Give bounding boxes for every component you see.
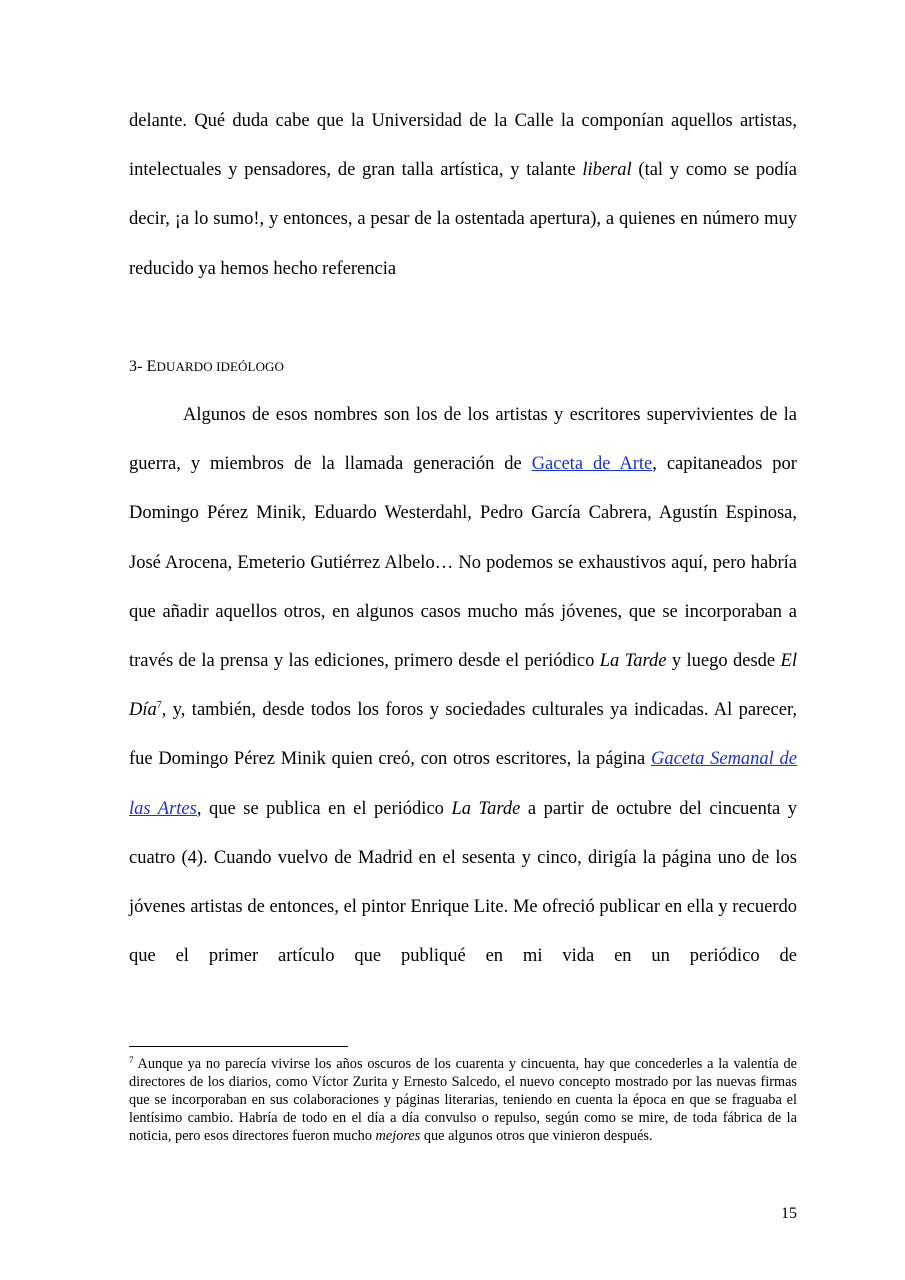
page-number: 15 xyxy=(781,1205,797,1222)
section-heading-number: 3- E xyxy=(129,358,157,375)
section-heading-smallcaps: DUARDO IDEÓLOGO xyxy=(156,359,285,374)
footnote-text-a: Aunque ya no parecía vivirse los años oscuros de los cuarenta y cincuenta, hay que concederles a la valentía de directores de los diarios, como Víctor Zurita y Ernesto Salcedo, el nuevo concepto mostrado por las nuevas firmas que se incorporaban en sus colaboraciones y páginas literarias, teniendo en cuenta la época en que se fraguaba el lentísimo cambio. Habría de todo en el día a día convulso o repulso, según como se mire, de toda fábrica de la noticia, pero esos directores fueron mucho xyxy=(129,1056,797,1144)
paragraph-2-text-1: Algunos de esos nombres son los de los artistas y escritores supervivientes de la guerra, y miembros de la llamada generación de xyxy=(129,405,797,475)
paragraph-2-italic-la-tarde-2: La Tarde xyxy=(451,798,521,819)
paragraph-1-text-b: (tal y como se podía decir, ¡a lo sumo!, y entonces, a pesar de la ostentada apertura), a quienes en número muy reducido ya hemos hecho referencia xyxy=(129,160,797,279)
paragraph-2-text-3: y luego desde xyxy=(666,651,781,672)
paragraph-1-italic-liberal: liberal xyxy=(582,160,632,181)
paragraph-1 xyxy=(129,97,797,294)
footnote-italic-mejores: mejores xyxy=(375,1128,421,1144)
paragraph-2 xyxy=(129,391,797,981)
paragraph-1-text-a: delante. Qué duda cabe que la Universidad de la Calle la componían aquellos artistas, intelectuales y pensadores, de gran talla artística, y talante xyxy=(129,111,797,181)
footnote-marker: 7 xyxy=(129,1055,134,1065)
link-gaceta-de-arte[interactable]: Gaceta de Arte xyxy=(531,454,653,475)
paragraph-2-text-6: a partir de octubre del cincuenta y cuatro (4). Cuando vuelvo de Madrid en el sesenta y cinco, dirigía la página uno de los jóvenes artistas de entonces, el pintor Enrique Lite. Me ofreció publicar en ella y recuerdo que el primer artículo que publiqué en mi vida en un periódico de xyxy=(129,798,798,967)
footnote-separator xyxy=(129,1046,348,1047)
footnote-7 xyxy=(129,1055,797,1145)
paragraph-2-italic-el-dia: El Día xyxy=(129,651,797,721)
section-heading xyxy=(129,356,284,378)
paragraph-2-italic-la-tarde-1: La Tarde xyxy=(599,651,667,672)
link-gaceta-semanal-de-las-artes[interactable]: Gaceta Semanal de las Artes xyxy=(129,749,797,819)
paragraph-2-text-4: , y, también, desde todos los foros y sociedades culturales ya indicadas. Al parecer, fue Domingo Pérez Minik quien creó, con otros escritores, la página xyxy=(129,700,797,770)
footnote-text-b: que algunos otros que vinieron después. xyxy=(420,1128,653,1144)
footnote-reference-7[interactable]: 7 xyxy=(156,700,162,712)
paragraph-2-text-5: , que se publica en el periódico xyxy=(196,798,452,819)
paragraph-2-text-2: , capitaneados por Domingo Pérez Minik, Eduardo Westerdahl, Pedro García Cabrera, Agustín Espinosa, José Arocena, Emeterio Gutiérrez Albelo… No podemos se exhaustivos aquí, pero habría que añadir aquellos otros, en algunos casos mucho más jóvenes, que se incorporaban a través de la prensa y las ediciones, primero desde el periódico xyxy=(129,454,797,672)
